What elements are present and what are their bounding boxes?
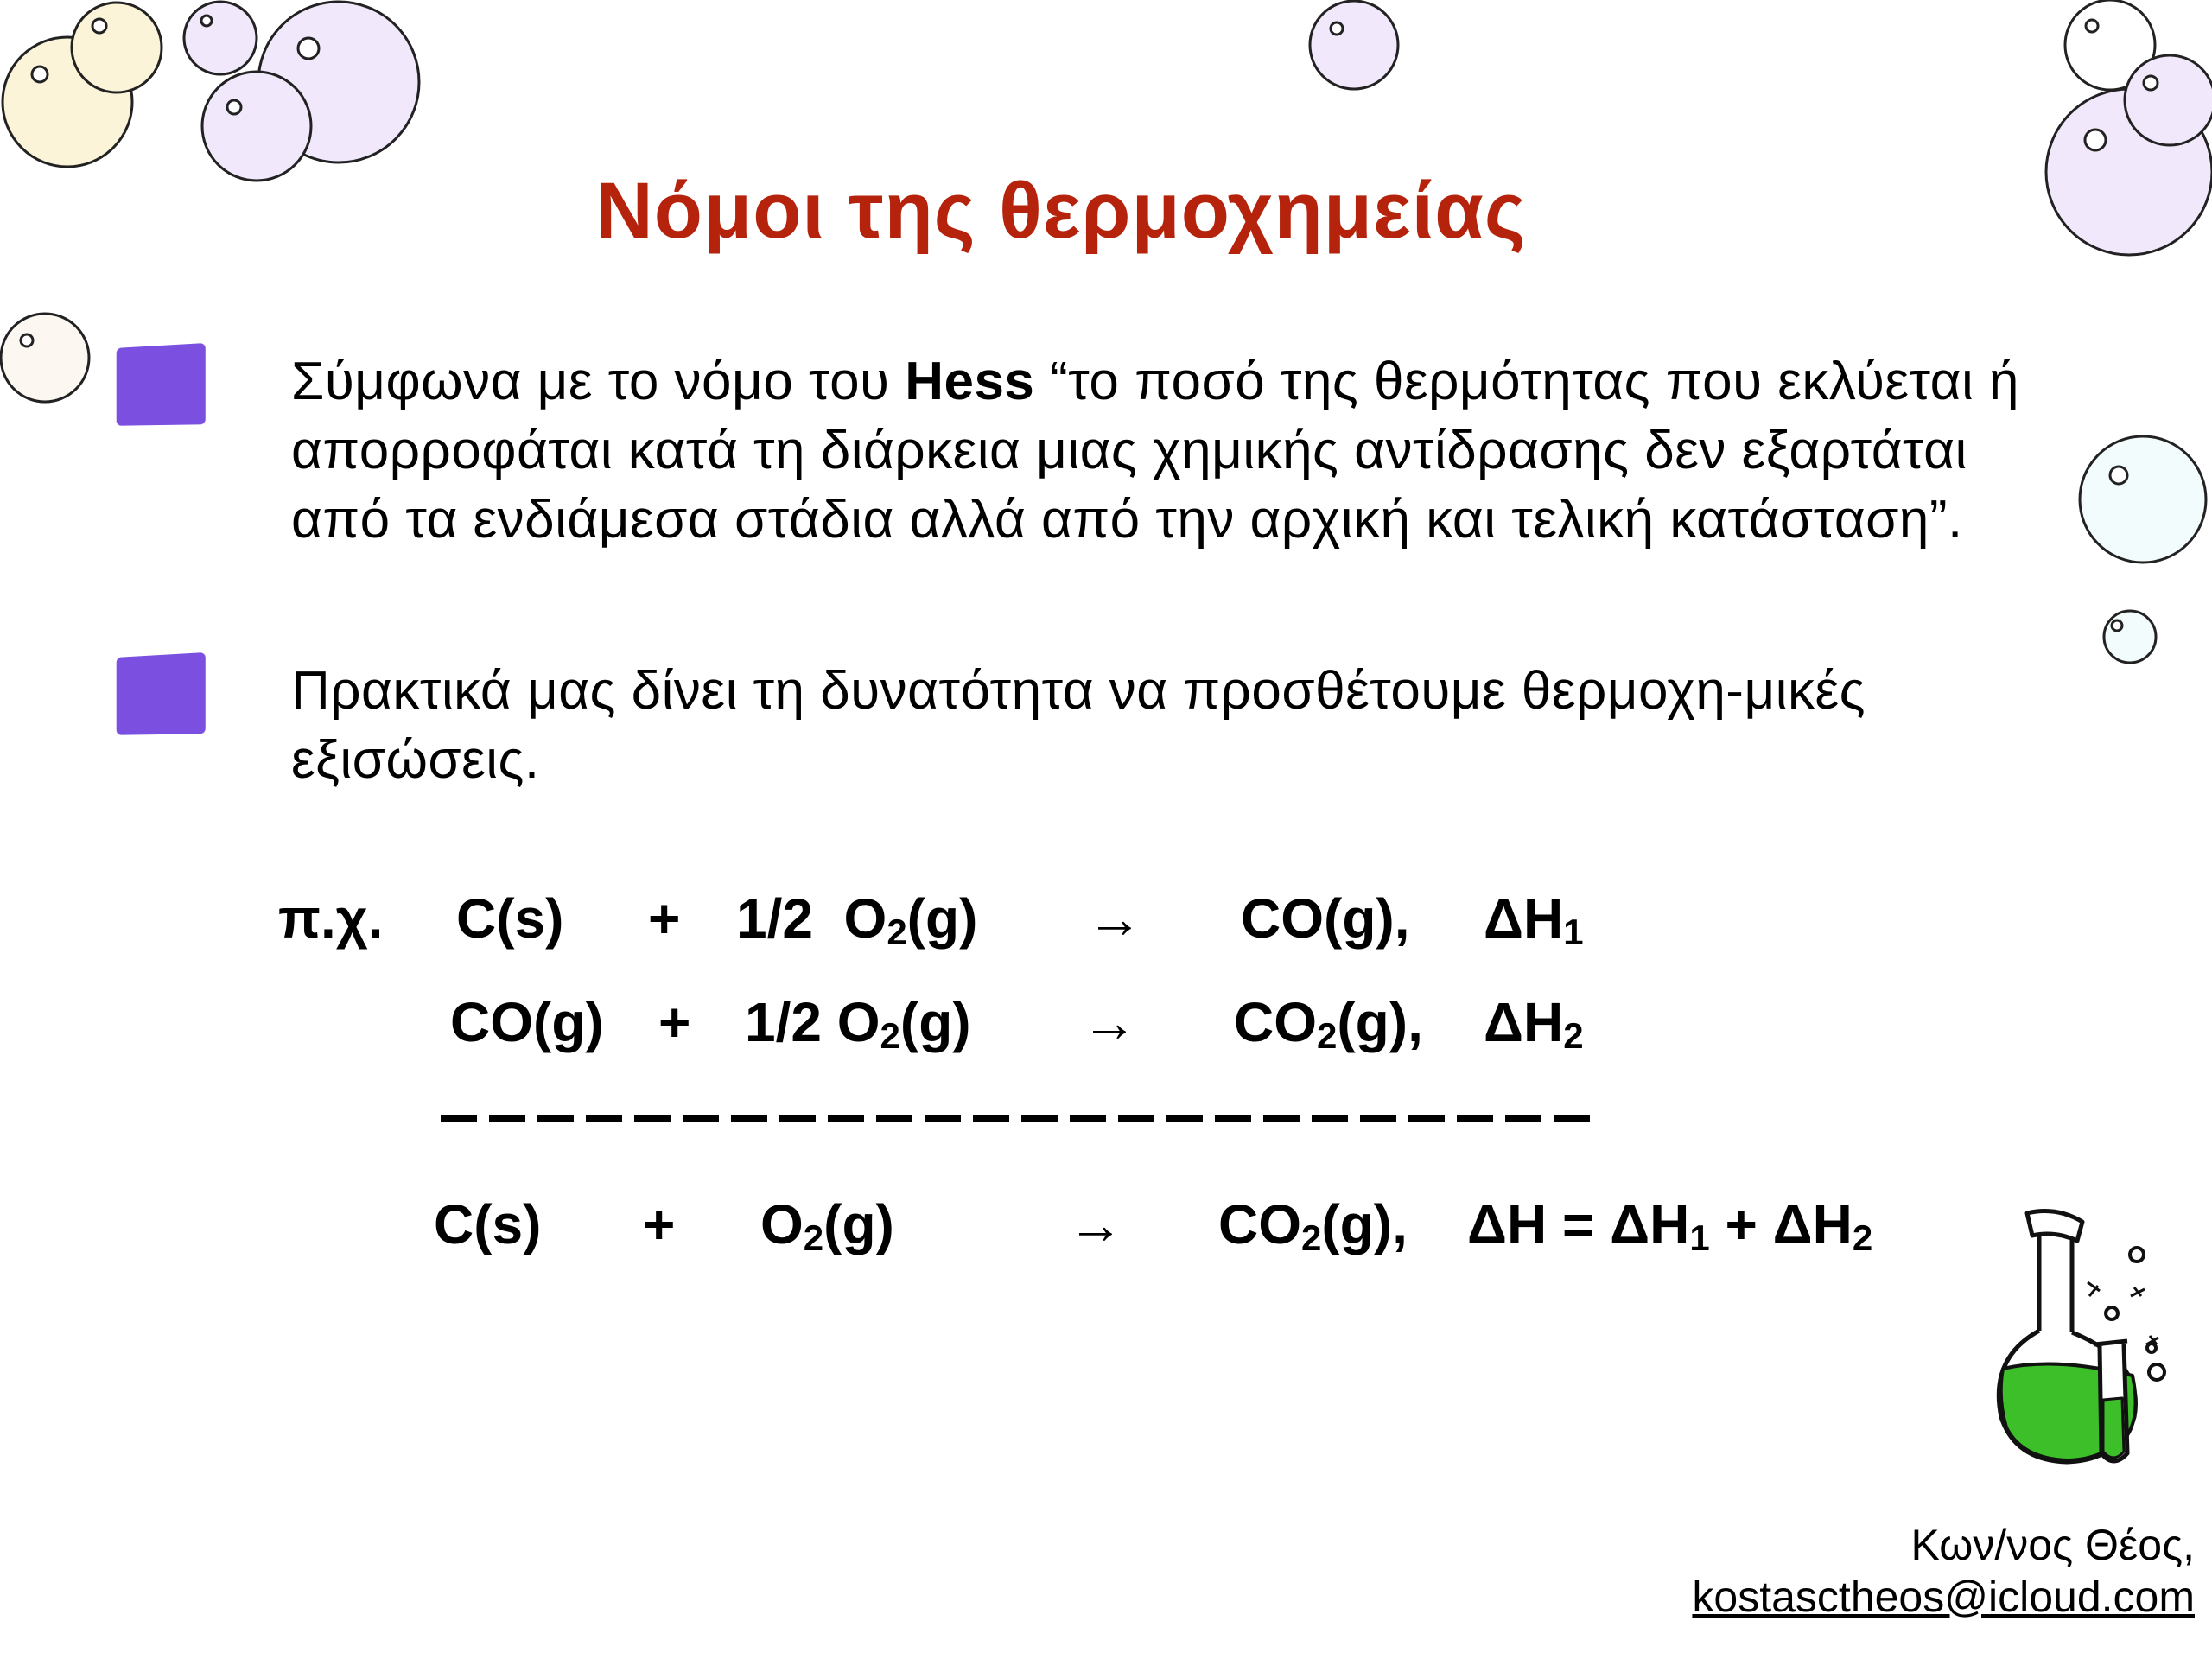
eq2-enthalpy: $\Delta H_2$ — [1484, 991, 1584, 1056]
author-name: Κων/νος Θέος, — [1910, 1521, 2195, 1569]
bullet-text-practical: Πρακτικά μας δίνει τη δυνατότητα να προσθέτουμε θερμοχη-μικές εξισώσεις. — [291, 661, 1866, 790]
eq2-product: $CO_2(g)$, — [1234, 991, 1423, 1056]
eq3-enthalpy: $\Delta H = \Delta H_1 + \Delta H_2$ — [1467, 1193, 1873, 1258]
eq3-reactant2: $O_2(g)$ — [760, 1193, 894, 1258]
eq3-plus: + — [643, 1193, 676, 1255]
eq1-plus: + — [648, 887, 681, 950]
eq1-reactant2: 1/2 $O_2(g)$ — [736, 887, 978, 952]
bullet-text-hess: Σύμφωνα με το νόμο του Hess “το ποσό της θερμότητας που εκλύεται ή απορροφάται κατά τη διάρκεια μιας χημικής αντίδρασης δεν εξαρτάται από τα ενδιάμεσα στάδια αλλά από την αρχική και τελική κατάσταση”. — [291, 352, 2019, 550]
eq3-arrow: → — [1068, 1193, 1123, 1255]
author-credit — [1692, 1519, 2195, 1623]
slide-title: Νόμοι της θερμοχημείας — [595, 167, 1527, 255]
sum-divider-line — [441, 1115, 1599, 1122]
eq2-plus: + — [658, 991, 691, 1053]
eq2-reactant1: CO(g) — [450, 991, 604, 1053]
hess-name: Hess — [905, 352, 1035, 411]
eq3-product: $CO_2(g)$, — [1218, 1193, 1408, 1258]
eq1-product: CO(g), — [1241, 887, 1410, 950]
bullet-marker — [117, 343, 206, 426]
eq2-reactant2: 1/2 $O_2(g)$ — [745, 991, 971, 1056]
bullet-marker — [117, 652, 206, 735]
eq1-reactant1: C(s) — [456, 887, 564, 950]
eq3-reactant1: C(s) — [434, 1193, 542, 1255]
eq2-arrow: → — [1082, 991, 1137, 1053]
example-label: π.χ. — [278, 887, 384, 950]
eq1-arrow: → — [1087, 887, 1142, 950]
eq1-enthalpy: $\Delta H_1$ — [1484, 887, 1584, 952]
author-email-link[interactable]: kostasctheos@icloud.com — [1692, 1573, 2195, 1621]
